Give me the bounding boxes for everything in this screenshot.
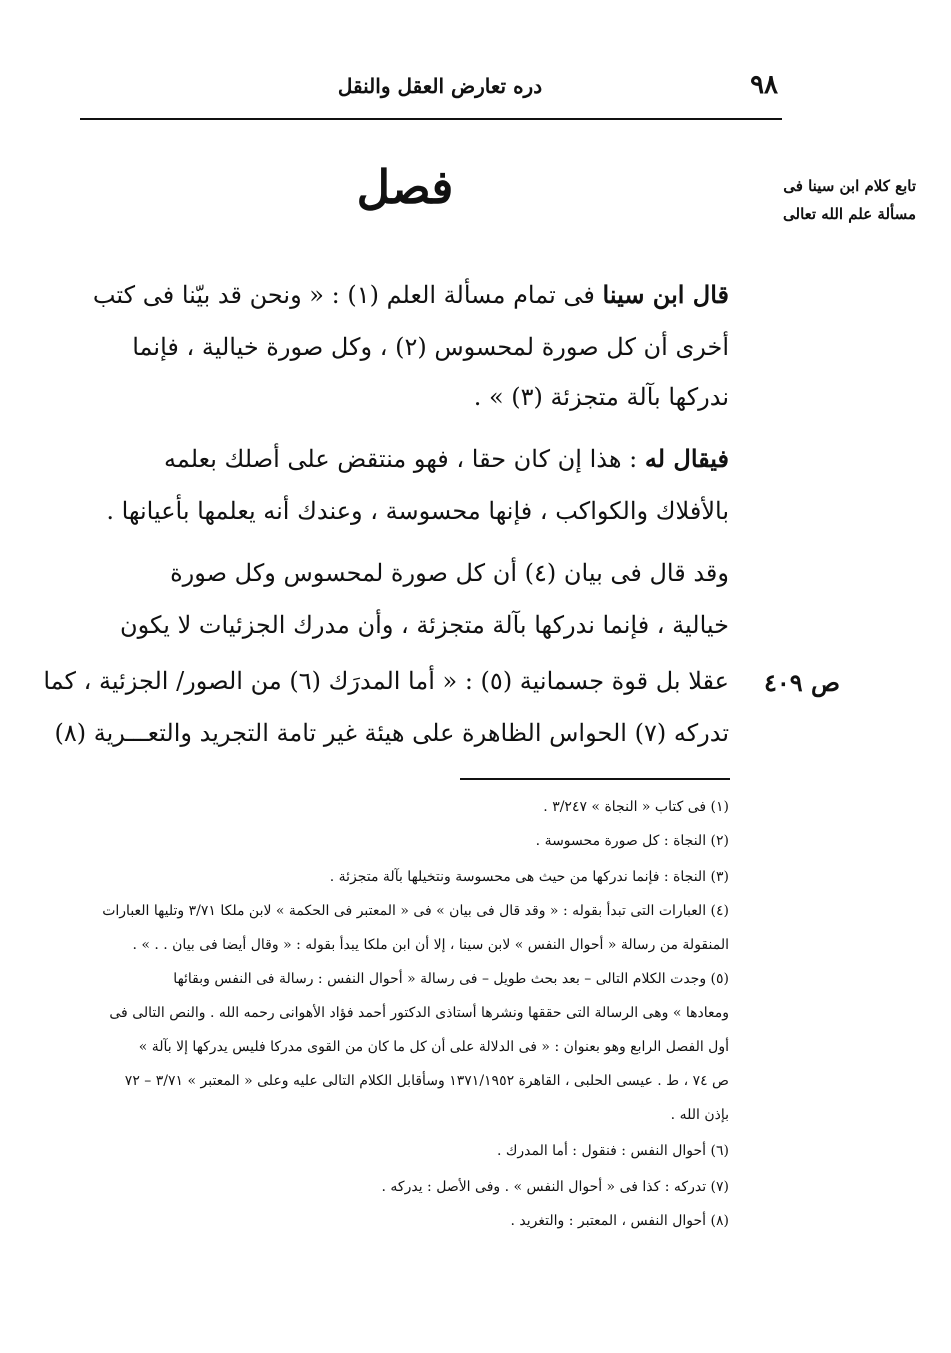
footnote-line: (٣) النجاة : فإنما ندركها من حيث هى محسوسة ونتخيلها بآلة متجزئة . bbox=[329, 869, 729, 885]
section-title: فصل bbox=[356, 160, 454, 214]
body-text: أخرى أن كل صورة لمحسوس (٢) ، وكل صورة خيالية ، فإنما bbox=[132, 333, 729, 361]
footnote-line: (٢) النجاة : كل صورة محسوسة . bbox=[535, 833, 729, 849]
footnote-line: ص ٧٤ ، ط . عيسى الحلبى ، القاهرة ١٣٧١/١٩٥٢ وسأقابل الكلام التالى عليه وعلى « المعتبر » ٣/٧١ – ٧٢ bbox=[124, 1073, 729, 1089]
footnote-line: (١) فى كتاب « النجاة » ٣/٢٤٧ . bbox=[543, 799, 729, 815]
body-text: ندركها بآلة متجزئة (٣) » . bbox=[473, 383, 729, 411]
body-line bbox=[54, 716, 729, 750]
body-text: وقد قال فى بيان (٤) أن كل صورة لمحسوس وكل صورة bbox=[170, 559, 729, 587]
side-note-line: مسألة علم الله تعالى bbox=[783, 205, 916, 223]
margin-page-reference: ص ٤٠٩ bbox=[763, 668, 840, 697]
body-text: فى تمام مسألة العلم (١) : « ونحن قد بيّنا فى كتب bbox=[92, 281, 603, 309]
body-text: عقلا بل قوة جسمانية (٥) : « أما المدرَك (٦) من الصور/ الجزئية ، كما bbox=[43, 667, 729, 695]
footnote-line: (٥) وجدت الكلام التالى – بعد بحث طويل – فى رسالة « أحوال النفس : رسالة فى النفس وبقائها bbox=[173, 971, 729, 987]
body-text: خيالية ، فإنما ندركها بآلة متجزئة ، وأن مدرك الجزئيات لا يكون bbox=[120, 611, 729, 639]
footnote-line: ومعادها » وهى الرسالة التى حققها ونشرها أستاذى الدكتور أحمد فؤاد الأهوانى رحمه الله . والنص التالى فى bbox=[109, 1005, 729, 1021]
footnote-line: المنقولة من رسالة « أحوال النفس » لابن سينا ، إلا أن ابن ملكا يبدأ بقوله : « وقال أيضا فى بيان . . » . bbox=[132, 937, 729, 953]
body-line bbox=[164, 442, 729, 476]
body-line bbox=[120, 608, 729, 642]
footnote-line: (٦) أحوال النفس : فنقول : أما المدرك . bbox=[496, 1143, 729, 1159]
body-text: بالأفلاك والكواكب ، فإنها محسوسة ، وعندك أنه يعلمها بأعيانها . bbox=[106, 497, 729, 525]
side-note bbox=[748, 172, 916, 228]
body-line bbox=[43, 664, 729, 698]
header-rule bbox=[80, 118, 782, 120]
body-line bbox=[93, 278, 729, 312]
footnote-line: (٧) تدركه : كذا فى « أحوال النفس » . وفى الأصل : يدركه . bbox=[381, 1179, 729, 1195]
footnote-line: أول الفصل الرابع وهو بعنوان : « فى الدلالة على أن كل ما كان من القوى مدركا فليس يدركها إلا بآلة » bbox=[138, 1039, 729, 1055]
footnote-rule bbox=[460, 778, 730, 780]
speaker-label: قال ابن سينا bbox=[602, 280, 729, 309]
body-line bbox=[474, 380, 729, 414]
speaker-label: فيقال له bbox=[644, 444, 729, 473]
body-text: تدركه (٧) الحواس الظاهرة على هيئة غير تامة التجريد والتعـــرية (٨) bbox=[54, 719, 729, 747]
footnote-line: (٤) العبارات التى تبدأ بقوله : « وقد قال فى بيان » فى « المعتبر فى الحكمة » لابن ملكا ٣/٧١ وتليها العبارات bbox=[102, 903, 729, 919]
footnote-line: (٨) أحوال النفس ، المعتبر : والتغريد . bbox=[510, 1213, 729, 1229]
body-line bbox=[170, 556, 729, 590]
body-line bbox=[132, 330, 729, 364]
footnote-line: بإذن الله . bbox=[670, 1107, 729, 1123]
running-title: دره تعارض العقل والنقل bbox=[337, 74, 543, 98]
page-number: ٩٨ bbox=[750, 70, 778, 100]
body-text: : هذا إن كان حقا ، فهو منتقض على أصلك بعلمه bbox=[163, 445, 645, 473]
side-note-line: تابع كلام ابن سينا فى bbox=[783, 177, 916, 195]
body-line bbox=[106, 494, 729, 528]
